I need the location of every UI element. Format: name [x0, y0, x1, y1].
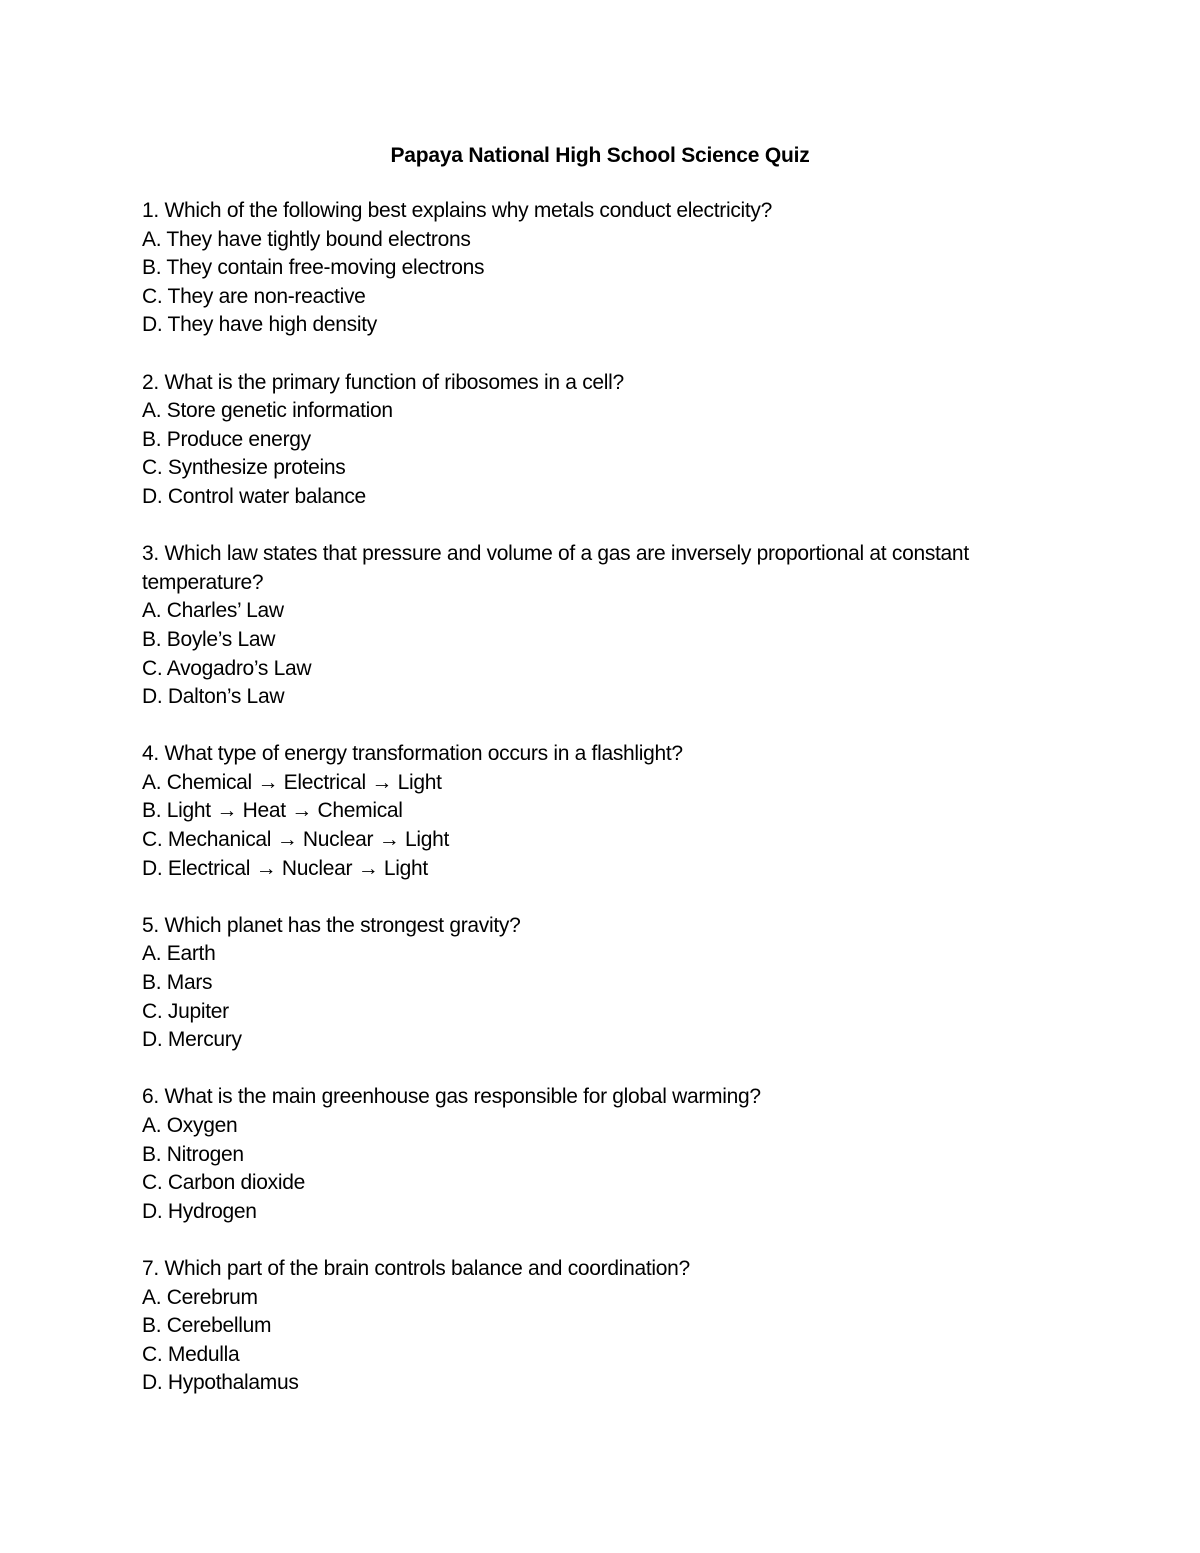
answer-option: B. Boyle’s Law — [142, 627, 276, 651]
answer-option: A. Chemical → Electrical → Light — [142, 770, 442, 794]
answer-option: B. They contain free-moving electrons — [142, 256, 485, 280]
question-text: 5. Which planet has the strongest gravity? — [142, 913, 521, 937]
answer-option: A. Store genetic information — [142, 399, 393, 423]
answer-option: D. Electrical → Nuclear → Light — [142, 856, 428, 880]
answer-option: B. Light → Heat → Chemical — [142, 799, 403, 823]
answer-option: B. Produce energy — [142, 427, 311, 451]
answer-option: A. They have tightly bound electrons — [142, 227, 471, 251]
answer-option: C. They are non-reactive — [142, 284, 366, 308]
answer-option: C. Medulla — [142, 1342, 240, 1366]
answer-option: B. Nitrogen — [142, 1142, 244, 1166]
question-3 — [142, 540, 1072, 712]
answer-option: B. Mars — [142, 971, 213, 995]
question-2 — [142, 369, 1072, 512]
answer-option: D. Hydrogen — [142, 1199, 257, 1223]
answer-option: D. Mercury — [142, 1028, 242, 1052]
question-text: 3. Which law states that pressure and volume of a gas are inversely proportional at constant temperature? — [142, 542, 969, 594]
page-title: Papaya National High School Science Quiz — [390, 144, 810, 167]
question-text: 7. Which part of the brain controls balance and coordination? — [142, 1256, 690, 1280]
question-text: 2. What is the primary function of ribosomes in a cell? — [142, 370, 624, 394]
answer-option: B. Cerebellum — [142, 1314, 272, 1338]
quiz-question-list — [142, 197, 1072, 1427]
answer-option: D. Hypothalamus — [142, 1371, 299, 1395]
question-5 — [142, 912, 1072, 1055]
question-text: 1. Which of the following best explains why metals conduct electricity? — [142, 199, 773, 222]
answer-option: C. Carbon dioxide — [142, 1171, 305, 1195]
answer-option: D. Control water balance — [142, 484, 366, 508]
answer-option: D. Dalton’s Law — [142, 685, 285, 709]
answer-option: C. Jupiter — [142, 999, 229, 1023]
question-text: 4. What type of energy transformation occurs in a flashlight? — [142, 742, 683, 766]
answer-option: C. Avogadro’s Law — [142, 656, 312, 680]
question-text: 6. What is the main greenhouse gas responsible for global warming? — [142, 1085, 761, 1109]
question-1 — [142, 197, 1072, 340]
answer-option: A. Charles’ Law — [142, 599, 284, 623]
answer-option: A. Earth — [142, 942, 216, 966]
answer-option: D. They have high density — [142, 313, 377, 337]
answer-option: C. Synthesize proteins — [142, 456, 346, 480]
answer-option: A. Cerebrum — [142, 1285, 258, 1309]
answer-option: A. Oxygen — [142, 1114, 238, 1137]
question-6 — [142, 1083, 1072, 1226]
question-7 — [142, 1255, 1072, 1398]
answer-option: C. Mechanical → Nuclear → Light — [142, 828, 449, 852]
question-4 — [142, 740, 1072, 883]
